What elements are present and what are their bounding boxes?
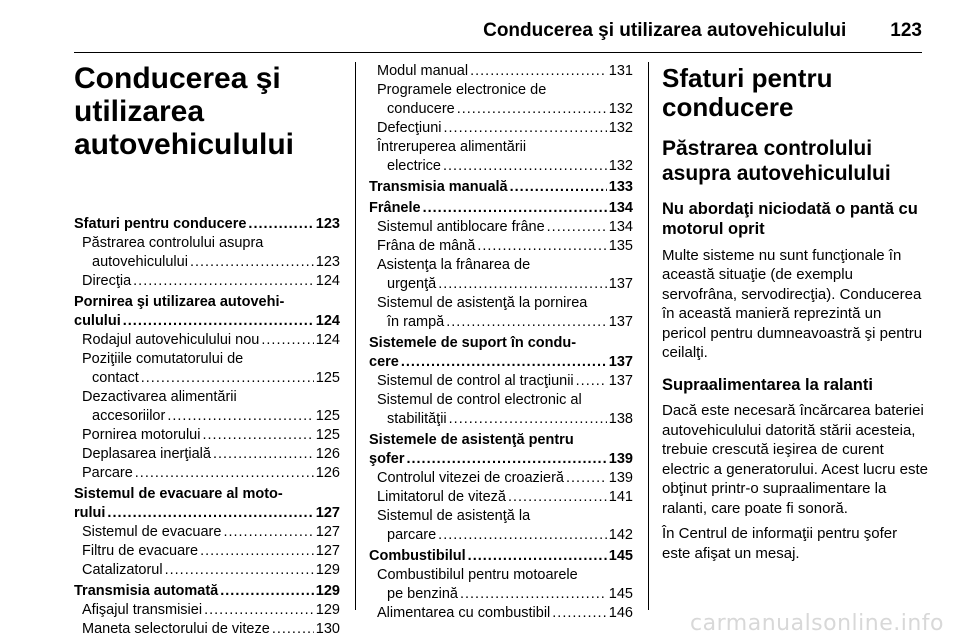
column-divider-1 bbox=[355, 62, 356, 610]
toc-page-number: 145 bbox=[608, 586, 633, 602]
toc-entry[interactable] bbox=[74, 331, 340, 350]
toc-leader-dots bbox=[248, 215, 313, 234]
toc-entry-row bbox=[82, 426, 340, 445]
toc-leader-dots bbox=[223, 523, 313, 542]
toc-entry-label: culului bbox=[74, 313, 121, 329]
toc-entry[interactable] bbox=[369, 62, 633, 81]
toc-entry-row bbox=[74, 582, 340, 601]
toc-entry[interactable] bbox=[74, 350, 340, 388]
toc-entry-label: în rampă bbox=[387, 314, 445, 330]
toc-page-number: 123 bbox=[315, 216, 340, 232]
toc-entry[interactable] bbox=[369, 81, 633, 119]
column-divider-2 bbox=[648, 62, 649, 610]
toc-entry[interactable] bbox=[74, 542, 340, 561]
toc-entry-label: Controlul vitezei de croazieră bbox=[377, 470, 564, 486]
column-1 bbox=[74, 62, 340, 639]
toc-entry-label: Sistemul antiblocare frâne bbox=[377, 219, 545, 235]
toc-entry-row bbox=[369, 547, 633, 566]
toc-page-number: 131 bbox=[608, 63, 633, 79]
toc-entry-label: cere bbox=[369, 354, 399, 370]
toc-entry[interactable] bbox=[369, 199, 633, 218]
toc-entry-label: şofer bbox=[369, 451, 405, 467]
toc-entry-row bbox=[369, 199, 633, 218]
toc-entry-label: Sistemul de asistenţă la pornirea bbox=[377, 295, 588, 311]
toc-entry[interactable] bbox=[74, 620, 340, 639]
toc-page-number: 142 bbox=[608, 527, 633, 543]
toc-leader-dots bbox=[508, 488, 607, 507]
toc-entry[interactable] bbox=[74, 485, 340, 523]
toc-page-number: 132 bbox=[608, 158, 633, 174]
toc-entry-label: Defecţiuni bbox=[377, 120, 442, 136]
toc-leader-dots bbox=[438, 275, 607, 294]
toc-entry-row bbox=[377, 218, 633, 237]
toc-page-number: 125 bbox=[315, 427, 340, 443]
toc-entry-label: Sistemele de suport în condu- bbox=[369, 335, 577, 351]
toc-entry[interactable] bbox=[369, 119, 633, 138]
toc-leader-dots bbox=[272, 620, 314, 639]
toc-entry-label: Sistemul de evacuare al moto- bbox=[74, 486, 283, 502]
toc-entry-row bbox=[369, 178, 633, 197]
toc-leader-dots bbox=[443, 157, 607, 176]
toc-entry-row bbox=[82, 620, 340, 639]
toc-entry-label: Direcţia bbox=[82, 273, 132, 289]
toc-entry-label: Afişajul transmisiei bbox=[82, 602, 203, 618]
toc-page-number: 127 bbox=[315, 505, 340, 521]
toc-entry-label: autovehiculului bbox=[92, 254, 188, 270]
toc-page-number: 137 bbox=[608, 314, 633, 330]
body-paragraph: Dacă este necesară încărcarea bateriei autovehiculului datorită stării acesteia, trebuie crescută ieşirea de curent electric a generatorului. Acest lucru este obţinut printr-o supraalimentare la ralanti, care poate fi sonoră. bbox=[662, 402, 928, 517]
toc-leader-dots bbox=[443, 119, 606, 138]
toc-entry-label: Combustibilul bbox=[369, 548, 466, 564]
toc-entry-label: Poziţiile comutatorului de bbox=[82, 351, 244, 367]
toc-leader-dots bbox=[220, 582, 314, 601]
table-of-contents-part-2 bbox=[369, 62, 633, 623]
toc-entry-label: contact bbox=[92, 370, 139, 386]
toc-page-number: 132 bbox=[608, 101, 633, 117]
toc-entry-row bbox=[369, 353, 633, 372]
toc-entry[interactable] bbox=[369, 547, 633, 566]
toc-entry-label: Alimentarea cu combustibil bbox=[377, 605, 551, 621]
toc-entry-row bbox=[377, 488, 633, 507]
toc-entry[interactable] bbox=[369, 294, 633, 332]
toc-entry-label: Limitatorul de viteză bbox=[377, 489, 506, 505]
toc-entry-row bbox=[377, 157, 633, 176]
running-header bbox=[74, 20, 922, 42]
toc-page-number: 130 bbox=[315, 621, 340, 637]
toc-entry-label: pe benzină bbox=[387, 586, 458, 602]
toc-entry-label: urgenţă bbox=[387, 276, 437, 292]
toc-entry-label: Deplasarea inerţială bbox=[82, 446, 211, 462]
toc-page-number: 127 bbox=[315, 524, 340, 540]
toc-entry-label: Transmisia manuală bbox=[369, 179, 508, 195]
toc-leader-dots bbox=[123, 312, 314, 331]
header-rule bbox=[74, 52, 922, 53]
toc-leader-dots bbox=[401, 353, 607, 372]
toc-page-number: 145 bbox=[608, 548, 633, 564]
toc-leader-dots bbox=[135, 464, 314, 483]
toc-entry[interactable] bbox=[369, 469, 633, 488]
toc-entry-row bbox=[74, 312, 340, 331]
toc-leader-dots bbox=[510, 178, 607, 197]
toc-page-number: 134 bbox=[608, 219, 633, 235]
toc-leader-dots bbox=[446, 313, 607, 332]
toc-leader-dots bbox=[477, 237, 606, 256]
toc-leader-dots bbox=[107, 504, 313, 523]
toc-page-number: 126 bbox=[315, 446, 340, 462]
toc-entry[interactable] bbox=[369, 218, 633, 237]
column-2 bbox=[369, 62, 633, 623]
toc-leader-dots bbox=[202, 426, 313, 445]
toc-entry[interactable] bbox=[74, 388, 340, 426]
toc-page-number: 125 bbox=[315, 408, 340, 424]
toc-entry-label: Programele electronice de bbox=[377, 82, 547, 98]
toc-entry[interactable] bbox=[74, 523, 340, 542]
toc-entry[interactable] bbox=[369, 391, 633, 429]
toc-entry[interactable] bbox=[74, 464, 340, 483]
toc-entry[interactable] bbox=[369, 178, 633, 197]
toc-page-number: 137 bbox=[608, 276, 633, 292]
toc-entry-label: Sfaturi pentru conducere bbox=[74, 216, 247, 232]
toc-entry[interactable] bbox=[74, 272, 340, 291]
toc-page-number: 124 bbox=[315, 332, 340, 348]
toc-page-number: 129 bbox=[315, 602, 340, 618]
toc-page-number: 138 bbox=[608, 411, 633, 427]
toc-entry-row bbox=[82, 253, 340, 272]
toc-entry-label: Pornirea motorului bbox=[82, 427, 201, 443]
toc-entry-row bbox=[377, 410, 633, 429]
toc-entry-label: Filtru de evacuare bbox=[82, 543, 199, 559]
watermark: carmanualsonline.info bbox=[690, 611, 944, 636]
toc-entry-label: electrice bbox=[387, 158, 441, 174]
toc-page-number: 137 bbox=[608, 354, 633, 370]
toc-entry-label: Sistemele de asistenţă pentru bbox=[369, 432, 574, 448]
toc-leader-dots bbox=[468, 547, 607, 566]
toc-page-number: 124 bbox=[315, 313, 340, 329]
running-header-title: Conducerea şi utilizarea autovehiculului bbox=[483, 20, 847, 41]
toc-entry-label: accesoriilor bbox=[92, 408, 166, 424]
toc-entry-row bbox=[82, 272, 340, 291]
toc-page-number: 135 bbox=[608, 238, 633, 254]
toc-leader-dots bbox=[460, 585, 607, 604]
section-subtitle: Păstrarea controlului asupra autovehiculului bbox=[662, 137, 891, 186]
toc-entry[interactable] bbox=[369, 488, 633, 507]
toc-leader-dots bbox=[190, 253, 314, 272]
toc-entry-label: Păstrarea controlului asupra bbox=[82, 235, 264, 251]
toc-entry-row bbox=[82, 369, 340, 388]
toc-entry[interactable] bbox=[74, 561, 340, 580]
toc-page-number: 146 bbox=[608, 605, 633, 621]
toc-page-number: 132 bbox=[608, 120, 633, 136]
toc-entry-label: Dezactivarea alimentării bbox=[82, 389, 237, 405]
toc-leader-dots bbox=[165, 561, 314, 580]
toc-entry-row bbox=[82, 331, 340, 350]
toc-page-number: 133 bbox=[608, 179, 633, 195]
section-body bbox=[662, 199, 928, 564]
column-3 bbox=[662, 62, 928, 563]
toc-leader-dots bbox=[406, 450, 606, 469]
toc-leader-dots bbox=[566, 469, 607, 488]
toc-entry-row bbox=[82, 542, 340, 561]
toc-entry-row bbox=[377, 604, 633, 623]
toc-entry[interactable] bbox=[369, 604, 633, 623]
toc-entry-label: Parcare bbox=[82, 465, 133, 481]
toc-leader-dots bbox=[470, 62, 607, 81]
toc-page-number: 134 bbox=[608, 200, 633, 216]
toc-entry-row bbox=[377, 372, 633, 391]
toc-page-number: 126 bbox=[315, 465, 340, 481]
subsection-heading: Nu abordaţi niciodată o pantă cu motorul oprit bbox=[662, 199, 918, 239]
toc-entry-label: Transmisia automată bbox=[74, 583, 219, 599]
toc-leader-dots bbox=[167, 407, 313, 426]
toc-entry[interactable] bbox=[74, 445, 340, 464]
toc-entry-label: Întreruperea alimentării bbox=[377, 139, 527, 155]
toc-entry-row bbox=[377, 100, 633, 119]
toc-entry[interactable] bbox=[74, 215, 340, 234]
toc-entry-row bbox=[82, 464, 340, 483]
toc-leader-dots bbox=[261, 331, 313, 350]
toc-entry-label: Frânele bbox=[369, 200, 421, 216]
toc-entry[interactable] bbox=[369, 138, 633, 176]
toc-entry-row bbox=[377, 526, 633, 545]
toc-entry-row bbox=[377, 469, 633, 488]
toc-entry-row bbox=[377, 313, 633, 332]
toc-entry-row bbox=[377, 585, 633, 604]
toc-entry-label: Combustibilul pentru motoarele bbox=[377, 567, 578, 583]
body-paragraph: Multe sisteme nu sunt funcţionale în această situaţie (de exemplu servofrâna, servodirecţia). Conducerea în această manieră reprezintă un pericol pentru dumneavoastră şi pentru ceilalţi. bbox=[662, 246, 923, 362]
toc-entry-row bbox=[82, 601, 340, 620]
toc-entry-row bbox=[82, 561, 340, 580]
toc-page-number: 127 bbox=[315, 543, 340, 559]
toc-entry[interactable] bbox=[369, 237, 633, 256]
toc-leader-dots bbox=[204, 601, 314, 620]
toc-entry[interactable] bbox=[369, 372, 633, 391]
toc-page-number: 137 bbox=[608, 373, 633, 389]
toc-entry[interactable] bbox=[74, 293, 340, 331]
toc-leader-dots bbox=[213, 445, 314, 464]
toc-entry-label: Rodajul autovehiculului nou bbox=[82, 332, 260, 348]
toc-leader-dots bbox=[576, 372, 607, 391]
toc-leader-dots bbox=[133, 272, 314, 291]
toc-leader-dots bbox=[457, 100, 607, 119]
toc-page-number: 129 bbox=[315, 583, 340, 599]
toc-entry-row bbox=[82, 407, 340, 426]
toc-entry[interactable] bbox=[369, 334, 633, 372]
toc-entry[interactable] bbox=[369, 507, 633, 545]
section-title: Sfaturi pentru conducere bbox=[662, 63, 833, 123]
toc-entry-label: Sistemul de control electronic al bbox=[377, 392, 582, 408]
toc-page-number: 129 bbox=[315, 562, 340, 578]
toc-entry-row bbox=[82, 445, 340, 464]
toc-leader-dots bbox=[423, 199, 607, 218]
toc-leader-dots bbox=[438, 526, 607, 545]
toc-entry[interactable] bbox=[74, 426, 340, 445]
subsection-heading: Supraalimentarea la ralanti bbox=[662, 375, 873, 394]
toc-entry[interactable] bbox=[369, 431, 633, 469]
toc-page-number: 139 bbox=[608, 451, 633, 467]
toc-entry-label: Modul manual bbox=[377, 63, 469, 79]
page-number: 123 bbox=[890, 20, 922, 41]
chapter-title: Conducerea şi utilizarea autovehiculului bbox=[74, 62, 295, 161]
toc-entry-row bbox=[377, 237, 633, 256]
toc-leader-dots bbox=[141, 369, 314, 388]
toc-entry-label: Maneta selectorului de viteze bbox=[82, 621, 270, 637]
toc-entry[interactable] bbox=[369, 566, 633, 604]
toc-entry-label: Sistemul de asistenţă la bbox=[377, 508, 531, 524]
toc-entry-row bbox=[377, 275, 633, 294]
toc-page-number: 139 bbox=[608, 470, 633, 486]
toc-entry-label: Sistemul de control al tracţiunii bbox=[377, 373, 574, 389]
body-paragraph: În Centrul de informaţii pentru şofer este afişat un mesaj. bbox=[662, 525, 898, 562]
toc-entry-row bbox=[74, 215, 340, 234]
toc-entry[interactable] bbox=[74, 234, 340, 272]
toc-entry-row bbox=[74, 504, 340, 523]
toc-entry-label: Catalizatorul bbox=[82, 562, 163, 578]
toc-entry[interactable] bbox=[74, 601, 340, 620]
toc-leader-dots bbox=[449, 410, 607, 429]
toc-entry-row bbox=[377, 62, 633, 81]
toc-entry-label: conducere bbox=[387, 101, 455, 117]
toc-leader-dots bbox=[552, 604, 607, 623]
toc-entry-row bbox=[377, 119, 633, 138]
table-of-contents-part-1 bbox=[74, 215, 340, 639]
toc-entry-label: parcare bbox=[387, 527, 437, 543]
toc-entry-label: rului bbox=[74, 505, 106, 521]
toc-leader-dots bbox=[200, 542, 314, 561]
toc-entry[interactable] bbox=[369, 256, 633, 294]
toc-entry-row bbox=[369, 450, 633, 469]
toc-entry-label: stabilităţii bbox=[387, 411, 447, 427]
toc-entry-label: Frâna de mână bbox=[377, 238, 476, 254]
toc-page-number: 124 bbox=[315, 273, 340, 289]
toc-page-number: 141 bbox=[608, 489, 633, 505]
toc-entry[interactable] bbox=[74, 582, 340, 601]
toc-entry-label: Sistemul de evacuare bbox=[82, 524, 222, 540]
toc-leader-dots bbox=[547, 218, 607, 237]
toc-entry-label: Pornirea şi utilizarea autovehi- bbox=[74, 294, 285, 310]
toc-page-number: 123 bbox=[315, 254, 340, 270]
toc-page-number: 125 bbox=[315, 370, 340, 386]
toc-entry-label: Asistenţa la frânarea de bbox=[377, 257, 531, 273]
toc-entry-row bbox=[82, 523, 340, 542]
